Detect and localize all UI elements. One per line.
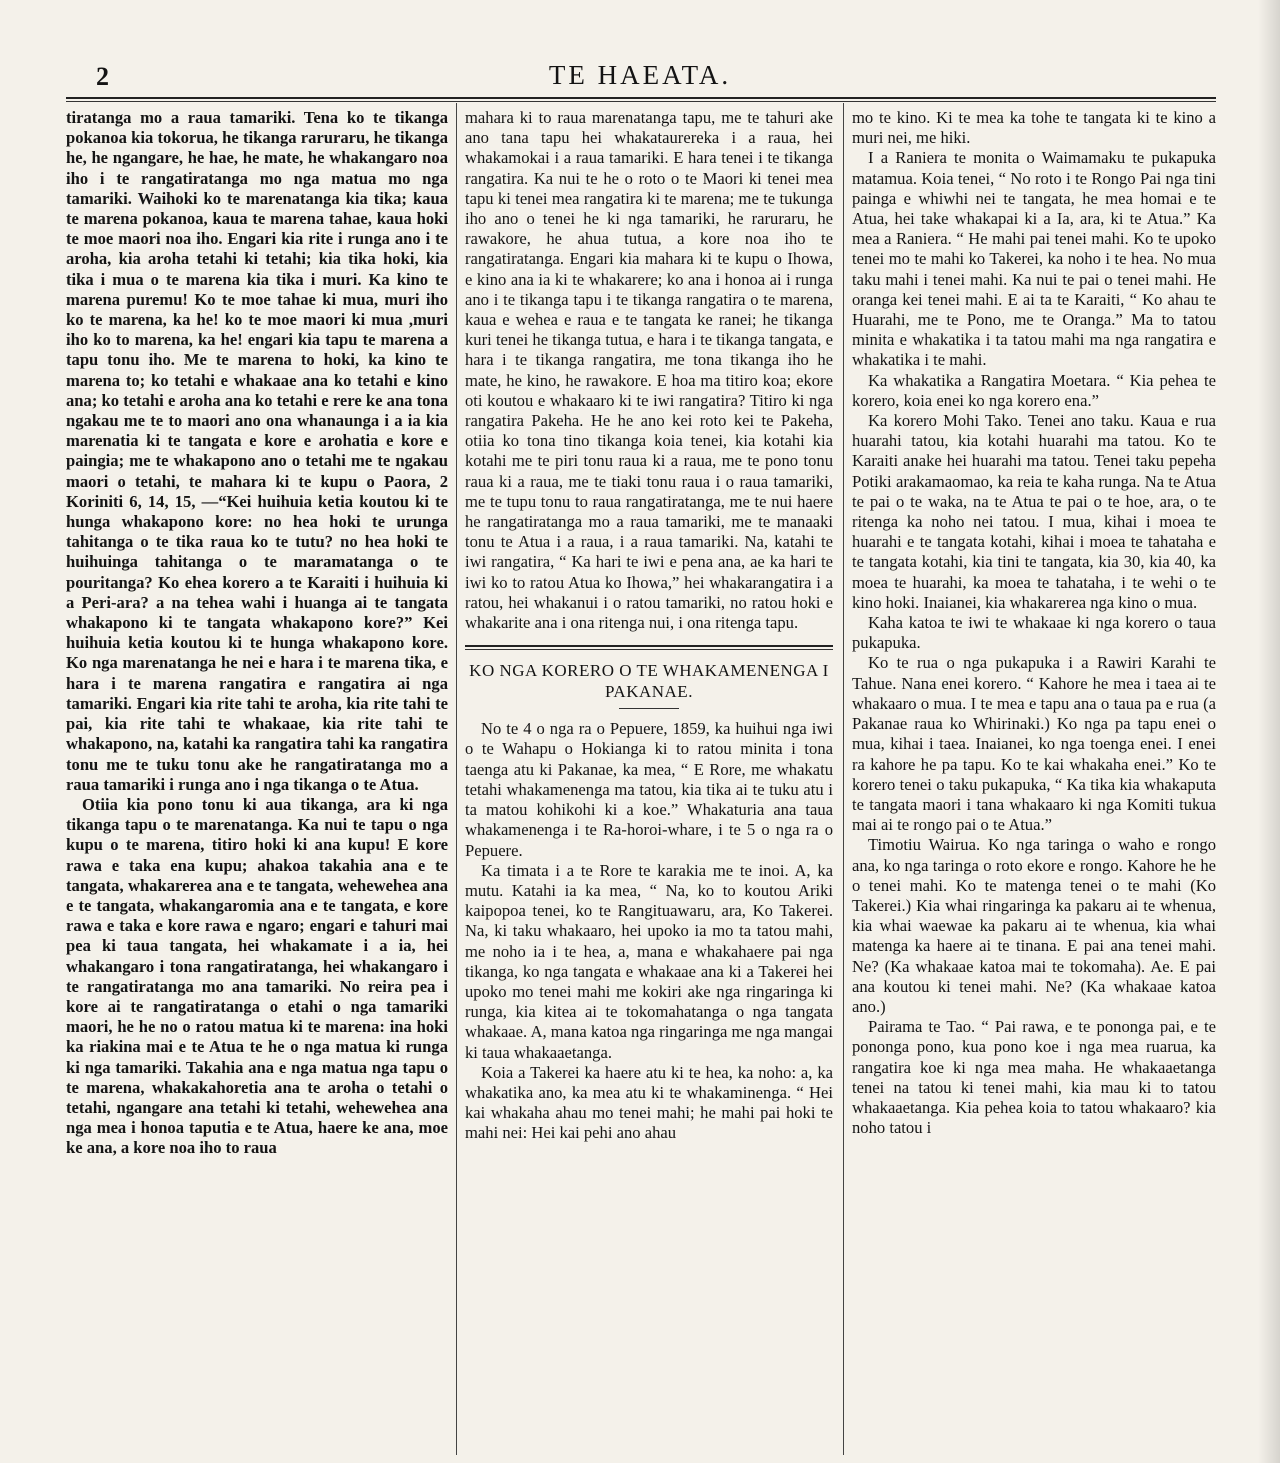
column-3-paragraph: Kaha katoa te iwi te whakaae ki nga korero o taua pukapuka.	[852, 613, 1216, 653]
page-edge-shadow	[1258, 0, 1280, 1463]
column-3	[852, 108, 1216, 1458]
column-1	[66, 108, 448, 1458]
column-2-paragraph: Koia a Takerei ka haere atu ki te hea, ka noho: a, ka whakatika ano, ka mea atu ki te whakaminenga. “ Hei kai whakaha ahau mo tenei mahi; he mahi pai hoki te mahi nei: Hei kai pehi ano ahau	[465, 1062, 833, 1143]
header-rule	[66, 97, 1216, 99]
column-1-paragraph: Otiia kia pono tonu ki aua tikanga, ara ki nga tikanga tapu o te marenatanga. Ka nui te tapu o nga kupu o te marena, titiro hoki ki ana kupu! E kore rawa e taka ena kupu; ahakoa takahia ana e te tangata, whakarerea ana e te tangata, wehewehea ana e te tangata, whakangaromia ana e te tangata, e kore rawa e taka e kore rawa e ngaro; engari e tahuri mai pea ki taua tangata, hei whakamate i a ia, hei whakangaro i tona rangatiratanga, hei whakangaro i te rangatiratanga mo ana tamariki. No reira pea i kore ai te rangatiratanga o etahi o nga tamariki maori, he he no o ratou matua ki te marena: ina hoki ka riakina mai e te Atua te he o nga matua ki runga ki nga tamariki. Takahia ana e nga matua nga tapu o te marena, whakakahoretia ana te aroha o tetahi o tetahi, ngangare ana tetahi ki tetahi, wehewehea ana nga mea i honoa taputia e te Atua, haere ke ana, moe ke ana, a kore noa iho to raua	[66, 794, 448, 1158]
column-2-paragraph: No te 4 o nga ra o Pepuere, 1859, ka huihui nga iwi o te Wahapu o Hokianga ki to ratou minita i tona taenga atu ki Pakanae, ka mea, “ E Rore, me whakatu tetahi whakamenenga ma tatou, kia tika ai te tuku atu i ta matou kohikohi ki a koe.” Whakaturia ana taua whakamenenga i te Ra-horoi-whare, i te 5 o nga ra o Pepuere.	[465, 719, 833, 860]
column-divider-2	[843, 103, 844, 1455]
column-3-paragraph: Ka korero Mohi Tako. Tenei ano taku. Kaua e rua huarahi tatou, kia kotahi huarahi ma tatou. Ko te Karaiti anake hei huarahi ma tatou. Tenei taku pepeha Potiki arakamaomao, ka reia te kaha runga. Na te Atua te pai o te waka, na te Atua te pai o te hoe, ara, o te ritenga ka noho nei tatou. I mua, kihai i moea te huarahi e te tangata kotahi, kihai i moea te tahataha e te tangata kotahi, kia tini te tangata, kia 30, kia 40, ka moea te huarahi, ka moea te tahataha, i te wehi o te kino hoki. Inaianei, kia whakarerea nga kino o mua.	[852, 411, 1216, 612]
column-3-paragraph: mo te kino. Ki te mea ka tohe te tangata ki te kino a muri nei, me hiki.	[852, 108, 1216, 148]
column-2-paragraph: mahara ki to raua marenatanga tapu, me te tahuri ake ano tana tapu hei whakataurereka i a raua, hei whakamokai i a raua tamariki. E hara tenei i te tikanga rangatira. Ka nui te he o roto o te Maori ki tenei mea tapu ki tenei mea rangatira ki te marena; me te tukunga iho ano o tenei he ki nga tamariki, he raruraru, he rawakore, he ahua tutua, a kore noa iho te rangatiratanga. Engari kia mahara ki te kupu o Ihowa, e kino ana ia ki te whakarere; ko ana i honoa ai i runga ano i te tikanga tapu i te tikanga rangatira o te marena, kaua e wehea e raua e te tangata ke ranei; he tikanga kuri tenei he tikanga tutua, e hara i te tikanga tangata, e hara i te tikanga rangatira, me tona tikanga iho he mate, he kino, he rawakore. E hoa ma titiro koa; ekore oti koutou e whakaaro ki te iwi rangatira? Titiro ki nga rangatira Pakeha. He he ano kei roto kei te Pakeha, otiia ko tona tino tikanga koia tenei, kia kotahi kia kotahi me te piri tonu raua ki a raua, me te pono tonu raua ki a raua, me te tiaki tonu raua i o raua tamariki, me te tupu tonu to raua rangatiratanga, me te nui haere he rangatiratanga mo a raua tamariki, me te manaaki tonu te Atua i a raua, i a raua tamariki. Na, katahi te iwi rangatira, “ Ka hari te iwi e pena ana, ae ka hari te iwi ko to ratou Atua ko Ihowa,” hei whakarangatira i a ratou, hei whakanui i o ratou tamariki, no ratou hoki e whakarite ana i ona ritenga nui, i ona ritenga tapu.	[465, 108, 833, 633]
masthead-title: TE HAEATA.	[548, 60, 732, 90]
column-3-paragraph: Ka whakatika a Rangatira Moetara. “ Kia pehea te korero, koia enei ko nga korero ena.”	[852, 370, 1216, 410]
section-rule-thin	[465, 649, 833, 650]
column-3-paragraph: Pairama te Tao. “ Pai rawa, e te pononga pai, e te pononga pono, kua pono koe i nga mea ruarua, ka rangatira koe ki nga mea maha. He whakaaetanga tenei na tatou ki tenei mahi, kia mau ki to tatou whakaaetanga. Kia pehea koia to tatou whakaaro? kia noho tatou i	[852, 1017, 1216, 1138]
column-2	[465, 108, 833, 1458]
column-3-paragraph: Timotiu Wairua. Ko nga taringa o waho e rongo ana, ko nga taringa o roto ekore e rongo. Kahore he he o tenei mahi. Ko te matenga tenei o te mahi (Ko Takerei.) Kia whai ringaringa ka pakaru ai te whenua, kia whai waewae ka pakaru ai te whenua, kia whai matenga ka haere ai te tinana. E pai ana tenei mahi. Ne? (Ka whakaae katoa mai te tokomaha). Ae. E pai ana koutou ki tenei mahi. Ne? (Ka whakaae katoa ano.)	[852, 835, 1216, 1016]
header-rule-thin	[66, 101, 1216, 102]
column-3-paragraph: I a Raniera te monita o Waimamaku te pukapuka matamua. Koia tenei, “ No roto i te Rongo Pai nga tini painga e whiwhi nei te tangata, he mea homai e te Atua, hei take whakapai ki a Ia, ara, ki te Atua.” Ka mea a Raniera. “ He mahi pai tenei mahi. Ko te upoko tenei mo te mahi ko Takerei, ka noho i te hea. No mua taku mahi i tenei mahi. Ka nui te pai o tenei mahi. He oranga kei tenei mahi. E ai ta te Karaiti, “ Ko ahau te Huarahi, me te Pono, me te Oranga.” Ma to tatou minita e whakatika i ta tatou mahi ma nga rangatira e whakatika i te mahi.	[852, 148, 1216, 370]
section-rule	[465, 645, 833, 647]
column-1-paragraph: tiratanga mo a raua tamariki. Tena ko te tikanga pokanoa kia tokorua, he tikanga raruraru, he tikanga he, he ngangare, he hae, he mate, he whakangaro noa iho i te rangatiratanga mo nga matua mo nga tamariki. Waihoki ko te marenatanga kia tika; kaua te marena pokanoa, kaua te marena tahae, kaua hoki te moe maori noa iho. Engari kia rite i runga ano i te aroha, kia aroha tetahi ki tetahi; kia tika hoki, kia tika i mua o te marena kia tika i muri. Ka kino te marena puremu! Ko te moe tahae ki mua, muri iho ko te marena, ka he! ko te moe maori ki mua ,muri iho ko to marena, ka he! engari kia tapu te marena a tapu tonu iho. Me te marena to hoki, ka kino te marena to; ko tetahi e whakaae ana ko tetahi e kino ana; ko tetahi e aroha ana ko tetahi e rere ke ana tona ngakau me te to maori ano ona whanaunga i a ia kia marenatia ki te tangata e kore e arohatia e kore e paingia; me te whakapono ano o tetahi me te ngakau maori o tetahi, te mahara ki te kupu o Paora, 2 Koriniti 6, 14, 15, —“Kei huihuia ketia koutou ki te hunga whakapono kore: no hea hoki te urunga tahitanga o te tika raua ko te tutu? no hea hoki te huihuinga tahitanga o te maramatanga o te pouritanga? Ko ehea korero a te Karaiti i huihuia ki a Peri-ara? a na tehea wahi i huanga ai te tangata whakapono ki te tangata whakapono kore?” Kei huihuia ketia koutou ki te hunga whakapono kore. Ko nga marenatanga he nei e hara i te marena tika, e hara i te marena rangatira e rangatira ai nga tamariki. Engari kia rite tahi te aroha, kia rite tahi te pai, kia rite tahi te whakaae, kia rite tahi te whakapono, na, katahi ka rangatira tahi ka rangatira tonu me te tuku tonu ake he rangatiratanga mo a raua tamariki i runga ano i nga tikanga o te Atua.	[66, 108, 448, 794]
column-divider-1	[456, 103, 457, 1455]
section-title-underline	[619, 708, 679, 709]
column-2-paragraph: Ka timata i a te Rore te karakia me te inoi. A, ka mutu. Katahi ia ka mea, “ Na, ko to koutou Ariki kaipopoa tenei, ko te Rangituawaru, ara, Ko Takerei. Na, ki taku whakaaro, hei upoko ia mo ta tatou mahi, me noho ia i te hea, a, mana e whakahaere pai nga tikanga, ko nga tangata e whakaae ana ki a Takerei hei upoko mo tenei mahi me kokiri ake nga ringaringa ki runga, kia kitea ai te tokomahatanga o nga tangata whakaae. A, mana katoa nga ringaringa me nga mangai ki taua whakaaetanga.	[465, 860, 833, 1062]
column-3-paragraph: Ko te rua o nga pukapuka i a Rawiri Karahi te Tahue. Nana enei korero. “ Kahore he mea i taea ai te whakaaro o mua. I te mea e tapu ana o taua pa e rua (a Pakanae raua ko Whirinaki.) Ko nga pa tapu enei o mua, kihai i taea. Inaianei, ko nga toenga enei. I enei ra kahore he pa tapu. Ko te kai whakaha enei.” Ko te korero tenei o taku pukapuka, “ Ka tika kia whakaputa te tangata maori i tana whakaaro ki nga Komiti tukua mai ai te rongo pai o te Atua.”	[852, 653, 1216, 835]
page-header	[0, 52, 1280, 92]
page-number: 2	[96, 62, 109, 91]
section-title: KO NGA KORERO O TE WHAKAMENENGA I PAKANAE.	[469, 661, 829, 702]
